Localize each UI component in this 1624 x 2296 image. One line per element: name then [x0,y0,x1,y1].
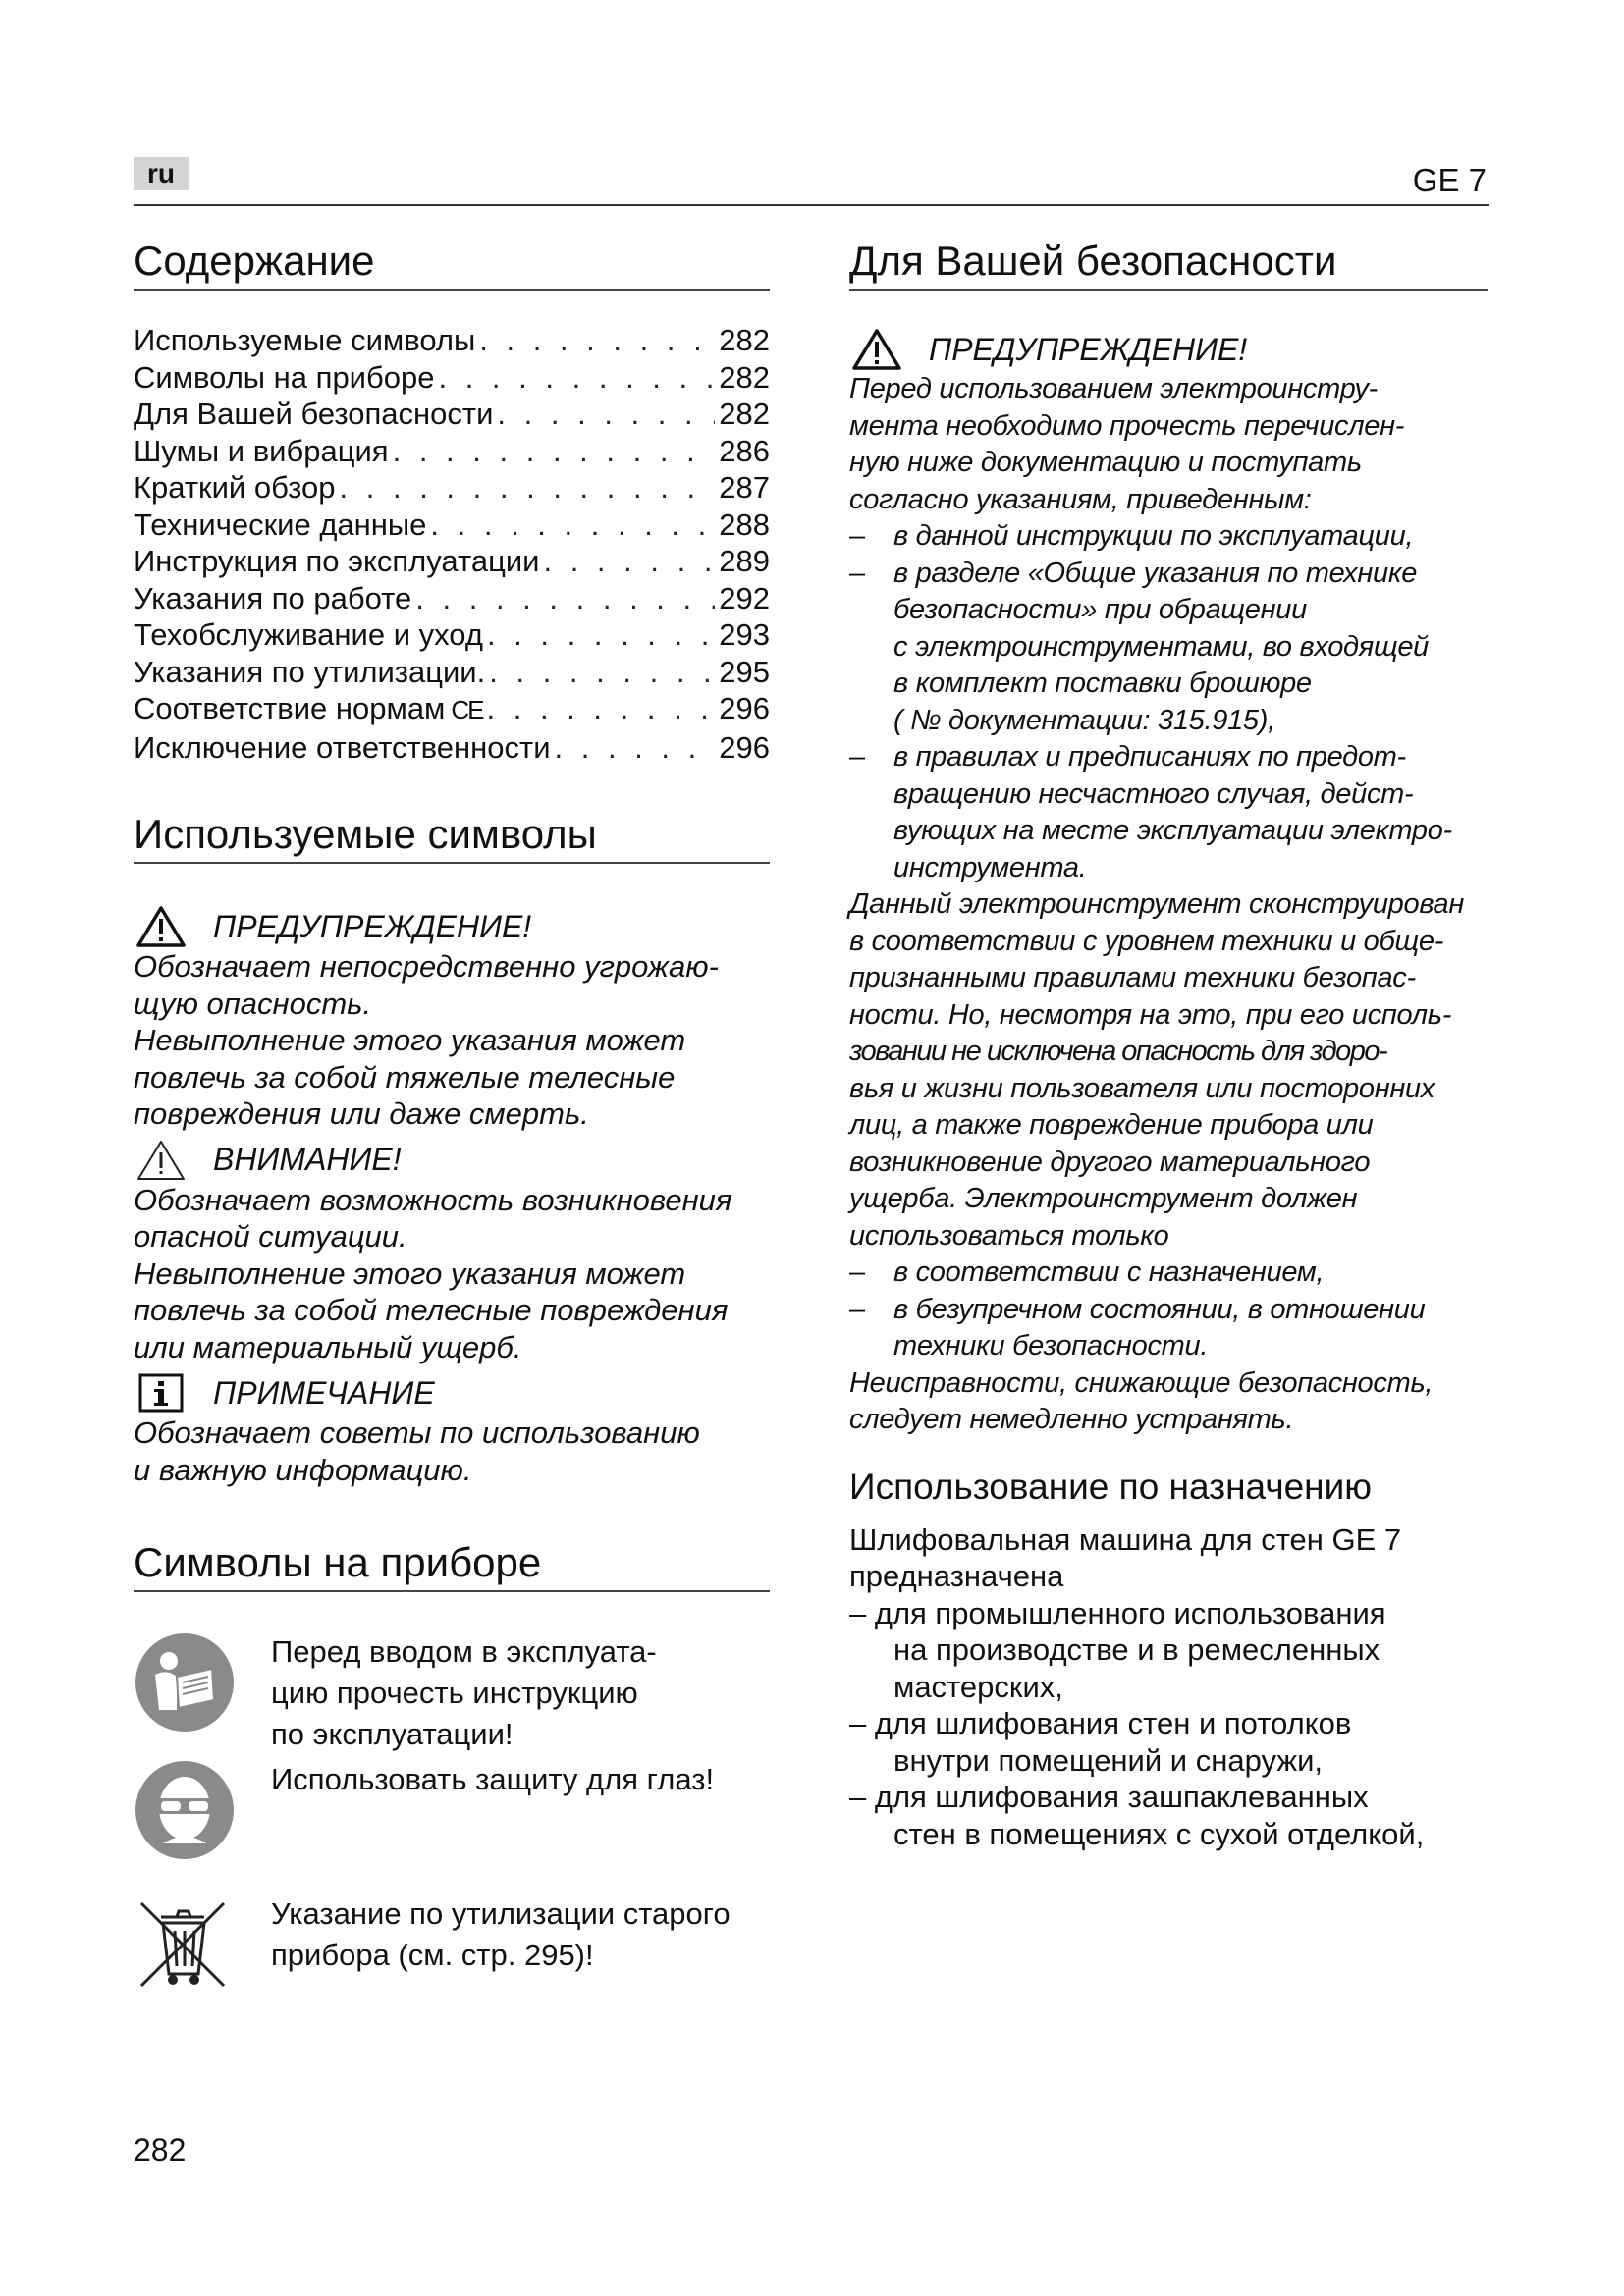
toc-leader [543,543,715,580]
toc-item[interactable] [134,543,770,580]
toc-item-label: Инструкция по эксплуатации [134,544,540,578]
safety-title: Для Вашей безопасности [849,236,1488,291]
toc-item-page: 296 [719,691,770,725]
text-line: признанными правилами техники безопас- [849,962,1416,993]
intended-use-title: Использование по назначению [849,1466,1373,1507]
page-number: 282 [134,2132,187,2167]
text-line: в данной инструкции по эксплуатации, [893,520,1414,552]
toc-leader [555,729,716,767]
toc-item[interactable] [134,322,770,359]
right-column [849,236,1488,1852]
caution-triangle-icon [134,1139,189,1182]
read-manual-icon [134,1631,271,1738]
toc-item[interactable] [134,654,770,691]
language-badge: ru [134,157,189,190]
toc-item-label: Используемые символы [134,323,476,357]
text-line: зовании не исключена опасность для здоро- [849,1036,1387,1067]
text-line: внутри помещений и снаружи, [893,1742,1323,1778]
toc-leader [487,690,716,727]
text-line: – для шлифования зашпаклеванных [849,1780,1369,1814]
toc-item[interactable] [134,359,770,397]
toc-item-page: 282 [719,397,770,431]
text-line: Перед использованием электроинстру- [849,373,1379,404]
toc-item[interactable] [134,469,770,507]
warning-label: ПРЕДУПРЕЖДЕНИЕ! [213,908,532,944]
toc-leader [393,433,716,470]
text-line: инструмента. [893,851,1087,883]
text-line: прибора (см. стр. 295)! [271,1938,594,1972]
text-line: вующих на месте эксплуатации электро- [893,815,1452,846]
toc-item-page: 293 [719,617,770,652]
toc-item-label: Указания по утилизации. [134,654,486,689]
toc-item-label: Соответствие нормам [134,691,446,725]
list-item: – в данной инструкции по эксплуатации, [849,518,1488,556]
toc-item-label: Указания по работе [134,580,412,615]
toc-leader [438,359,715,397]
toc-item[interactable] [134,507,770,544]
toc-item-page: 282 [719,323,770,357]
text-line: Невыполнение этого указания может [134,1255,686,1291]
device-symbols-title: Символы на приборе [134,1537,770,1592]
text-line: ( № документации: 315.915), [893,704,1275,736]
intended-use-intro [849,1522,1488,1595]
text-line: вращению несчастного случая, дейст- [893,777,1414,810]
toc-item-label: Технические данные [134,507,427,542]
toc-leader [487,616,715,654]
text-line: возникновение другого материального [849,1146,1371,1178]
toc-item-page: 295 [719,654,770,689]
text-line: в комплект поставки брошюре [893,667,1312,699]
text-line: по эксплуатации! [271,1717,514,1751]
toc-leader [415,580,715,617]
warning-description [134,948,770,1133]
list-item: – в безупречном состоянии, в отношении техники безопасности. [849,1292,1488,1365]
caution-label: ВНИМАНИЕ! [213,1142,402,1177]
device-symbol-row [134,1631,770,1755]
text-line: безопасности» при обращении [893,594,1307,625]
list-item [849,1705,1488,1779]
toc-item[interactable] [134,580,770,617]
text-line: техники безопасности. [893,1330,1209,1362]
toc-title: Содержание [134,236,770,291]
text-line: с электроинструментами, во входящей [893,630,1429,663]
text-line: лиц, а также повреждение прибора или [849,1109,1374,1141]
toc-leader [497,396,715,433]
text-line: мастерских, [893,1669,1063,1704]
text-line: и важную информацию. [134,1452,472,1487]
text-line: в разделе «Общие указания по технике [893,557,1418,589]
device-symbol-text [271,1631,657,1755]
text-line: Обозначает советы по использованию [134,1415,700,1450]
text-line: Невыполнение этого указания может [134,1023,686,1057]
safety-intro [849,371,1488,518]
device-symbol-row [134,1759,770,1866]
text-line: следует немедленно устранять. [849,1404,1294,1435]
text-line: в безупречном состоянии, в отношении [893,1293,1426,1325]
crossed-bin-icon [134,1894,271,1997]
eye-protection-icon [134,1759,271,1866]
text-line: согласно указаниям, приведенным: [849,483,1312,515]
left-column [134,236,770,1997]
toc-item-label: Краткий обзор [134,470,336,505]
note-description [134,1415,770,1488]
toc-item[interactable] [134,616,770,654]
text-line: Перед вводом в эксплуата- [271,1634,657,1669]
list-item: – в правилах и предписаниях по предот- вращению несчастного случая, дейст- вующих на месте эксплуатации электро- инструмента. [849,739,1488,886]
warning-notice-header [134,905,770,948]
toc-item-label: Для Вашей безопасности [134,397,494,431]
text-line: ную ниже документацию и поступать [849,447,1362,478]
text-line: ущерба. Электроинструмент должен [849,1183,1358,1214]
safety-body [849,886,1488,1255]
toc-item-page: 296 [719,729,770,765]
text-line: опасной ситуации. [134,1219,407,1254]
caution-notice-header [134,1139,770,1182]
text-line: Шлифовальная машина для стен GE 7 [849,1522,1402,1557]
text-line: повлечь за собой тяжелые телесные [134,1059,676,1095]
symbols-used-title: Используемые символы [134,809,770,864]
text-line: Обозначает непосредственно угрожаю- [134,949,719,984]
device-symbol-row [134,1894,770,1997]
toc-item-label: Техобслуживание и уход [134,617,483,652]
info-icon [134,1371,189,1415]
text-line: ности. Но, несмотря на это, при его исполь- [849,998,1452,1031]
warning-triangle-icon [134,905,189,948]
toc-leader [340,469,716,507]
text-line: Использовать защиту для глаз! [271,1762,715,1796]
toc-item[interactable] [134,690,770,729]
toc-leader [479,322,715,359]
toc-item[interactable] [134,433,770,470]
ce-mark-icon: CE [451,695,483,724]
text-line: или материальный ущерб. [134,1329,522,1364]
list-item [849,1779,1488,1852]
list-item: – в разделе «Общие указания по технике безопасности» при обращении с электроинструментами, во входящей в комплект поставки брошюре ( № документации: 315.915), [849,556,1488,740]
toc-item-page: 289 [719,544,770,578]
text-line: – для промышленного использования [849,1595,1386,1630]
list-item [849,1595,1488,1706]
text-line: в правилах и предписаниях по предот- [893,741,1406,773]
list-item: – в соответствии с назначением, [849,1255,1488,1292]
toc-leader [489,654,715,691]
text-line: Неисправности, снижающие безопасность, [849,1366,1434,1399]
text-line: щую опасность. [134,986,372,1021]
toc-item-page: 292 [719,580,770,615]
safety-docs-list [849,518,1488,886]
toc-item-page: 282 [719,359,770,395]
safety-conditions-list [849,1255,1488,1365]
toc-leader [430,507,715,544]
text-line: на производстве и в ремесленных [893,1632,1380,1667]
toc-item-page: 288 [719,507,770,542]
text-line: повлечь за собой телесные повреждения [134,1293,729,1327]
safety-warning-header [849,328,1488,371]
toc-item-page: 286 [719,433,770,468]
toc-item-label: Исключение ответственности [134,729,551,765]
toc-item[interactable] [134,396,770,433]
note-notice-header [134,1371,770,1415]
text-line: в соответствии с назначением, [893,1256,1325,1288]
device-symbol-text [271,1759,714,1800]
intended-use-list [849,1595,1488,1853]
text-line: предназначена [849,1559,1064,1593]
text-line: Обозначает возможность возникновения [134,1182,732,1217]
toc-item[interactable] [134,729,770,767]
toc-list [134,322,770,766]
text-line: использоваться только [849,1219,1169,1252]
model-name: GE 7 [1412,162,1487,198]
toc-item-label: Шумы и вибрация [134,433,389,468]
toc-item-label: Символы на приборе [134,359,435,395]
text-line: – для шлифования стен и потолков [849,1706,1352,1740]
device-symbol-text [271,1894,731,1976]
text-line: вья и жизни пользователя или посторонних [849,1072,1435,1104]
text-line: повреждения или даже смерть. [134,1096,589,1131]
toc-item-page: 287 [719,470,770,505]
text-line: в соответствии с уровнем техники и обще- [849,925,1444,957]
caution-description [134,1182,770,1366]
text-line: мента необходимо прочесть перечислен- [849,409,1405,442]
text-line: цию прочесть инструкцию [271,1676,638,1710]
text-line: Указание по утилизации старого [271,1896,731,1931]
note-label: ПРИМЕЧАНИЕ [213,1374,435,1411]
header-rule [134,204,1489,206]
warning-label: ПРЕДУПРЕЖДЕНИЕ! [929,331,1248,367]
text-line: Данный электроинструмент сконструирован [849,888,1465,920]
text-line: стен в помещениях с сухой отделкой, [893,1816,1425,1851]
safety-closing [849,1365,1488,1439]
warning-triangle-icon [849,328,904,371]
